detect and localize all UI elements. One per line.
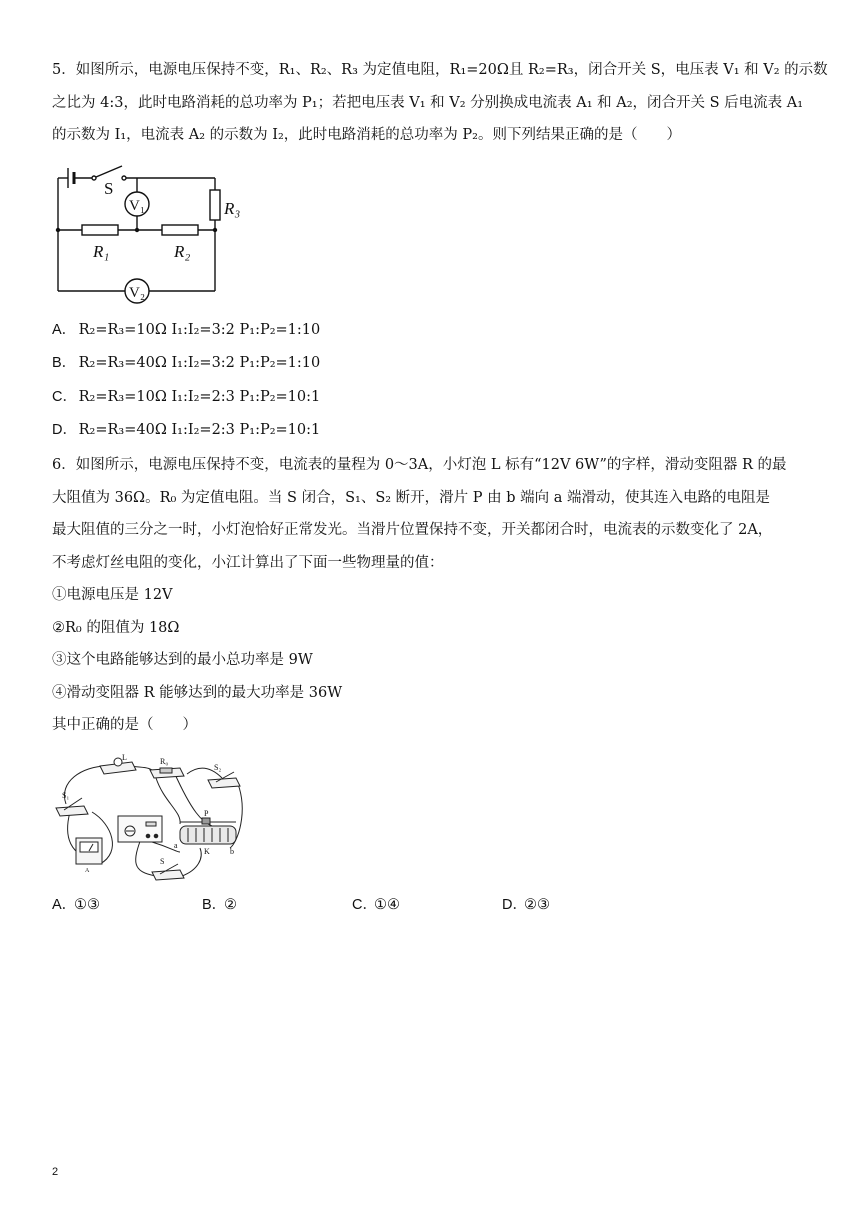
option-letter: A． <box>52 322 77 338</box>
q5-option-a[interactable] <box>52 320 320 340</box>
lamp-label: L <box>122 753 127 762</box>
q6-option-d[interactable] <box>502 893 550 914</box>
meter-label: A <box>85 868 90 874</box>
switch-s2-icon <box>208 772 240 788</box>
question-6-text <box>52 449 808 742</box>
s-label: S <box>160 857 165 866</box>
switch-s-icon <box>152 864 184 880</box>
switch-label: S <box>104 179 114 198</box>
s1-label: S₁ <box>62 791 70 800</box>
q6-statement-1: ①电源电压是 12V <box>52 587 173 603</box>
v1-label: V₁ <box>129 198 146 214</box>
option-text: R₂=R₃=10Ω I₁:I₂=2:3 P₁:P₂=10:1 <box>78 389 321 405</box>
option-text: R₂=R₃=40Ω I₁:I₂=2:3 P₁:P₂=10:1 <box>78 422 321 438</box>
q6-option-c[interactable] <box>352 893 400 914</box>
q6-statement-3: ③这个电路能够达到的最小总功率是 9W <box>52 652 313 668</box>
q5-circuit-diagram <box>52 158 241 308</box>
option-text: R₂=R₃=40Ω I₁:I₂=3:2 P₁:P₂=1:10 <box>78 355 321 371</box>
option-text: ①③ <box>74 897 100 913</box>
page-number: 2 <box>52 1166 59 1178</box>
power-supply-icon <box>118 816 162 842</box>
option-letter: A． <box>52 897 77 913</box>
option-letter: D． <box>52 422 77 438</box>
option-text: ② <box>224 897 237 913</box>
question-5-text <box>52 54 828 152</box>
r2-label: R₂ <box>174 242 191 261</box>
r0-label: R₀ <box>160 757 169 766</box>
v2-label: V₂ <box>129 285 146 301</box>
option-letter: B． <box>52 355 77 371</box>
end-b-label: b <box>230 847 234 856</box>
q6-option-b[interactable] <box>202 893 237 914</box>
option-letter: C． <box>352 897 377 913</box>
q6-statement-4: ④滑动变阻器 R 能够达到的最大功率是 36W <box>52 684 343 701</box>
q6-line-1: 6．如图所示，电源电压保持不变，电流表的量程为 0～3A，小灯泡 L 标有“12V 6W”的字样，滑动变阻器 R 的最 <box>52 457 787 473</box>
option-letter: B． <box>202 897 227 913</box>
q6-apparatus-figure <box>52 752 252 884</box>
q5-line-1: 5．如图所示，电源电压保持不变，R₁、R₂、R₃ 为定值电阻，R₁=20Ω且 R₂=R₃，闭合开关 S，电压表 V₁ 和 V₂ 的示数 <box>52 62 828 78</box>
option-letter: D． <box>502 897 527 913</box>
q6-statement-2: ②R₀ 的阻值为 18Ω <box>52 619 180 636</box>
q5-line-2: 之比为 4:3，此时电路消耗的总功率为 P₁；若把电压表 V₁ 和 V₂ 分别换成电流表 A₁ 和 A₂，闭合开关 S 后电流表 A₁ <box>52 94 804 111</box>
q5-line-3: 的示数为 I₁，电流表 A₂ 的示数为 I₂，此时电路消耗的总功率为 P₂。则下列结果正确的是（ ） <box>52 127 681 143</box>
q5-option-d[interactable] <box>52 420 320 440</box>
option-text: ②③ <box>524 897 550 913</box>
q6-line-2: 大阻值为 36Ω。R₀ 为定值电阻。当 S 闭合，S₁、S₂ 断开，滑片 P 由 b 端向 a 端滑动，使其连入电路的电阻是 <box>52 489 771 506</box>
option-letter: C． <box>52 389 77 405</box>
r3-label: R₃ <box>224 199 241 218</box>
q6-line-4: 不考虑灯丝电阻的变化，小江计算出了下面一些物理量的值： <box>52 554 444 571</box>
lamp-icon <box>100 758 136 774</box>
ammeter-icon <box>76 838 102 864</box>
option-text: R₂=R₃=10Ω I₁:I₂=3:2 P₁:P₂=1:10 <box>78 322 321 338</box>
switch-s1-icon <box>56 798 88 816</box>
q6-line-3: 最大阻值的三分之一时，小灯泡恰好正常发光。当滑片位置保持不变，开关都闭合时，电流表的示数变化了 2A， <box>52 522 773 538</box>
r1-label: R₁ <box>93 242 110 261</box>
end-a-label: a <box>174 841 178 850</box>
rheostat-icon <box>180 818 236 844</box>
q5-option-b[interactable] <box>52 353 320 373</box>
option-text: ①④ <box>374 897 400 913</box>
resistor-r0-icon <box>150 768 184 778</box>
k-label: K <box>204 847 210 856</box>
q6-option-a[interactable] <box>52 893 100 914</box>
q6-question: 其中正确的是（ ） <box>52 717 197 733</box>
slider-p-label: P <box>204 809 209 818</box>
s2-label: S₂ <box>214 763 222 772</box>
q5-option-c[interactable] <box>52 387 320 407</box>
